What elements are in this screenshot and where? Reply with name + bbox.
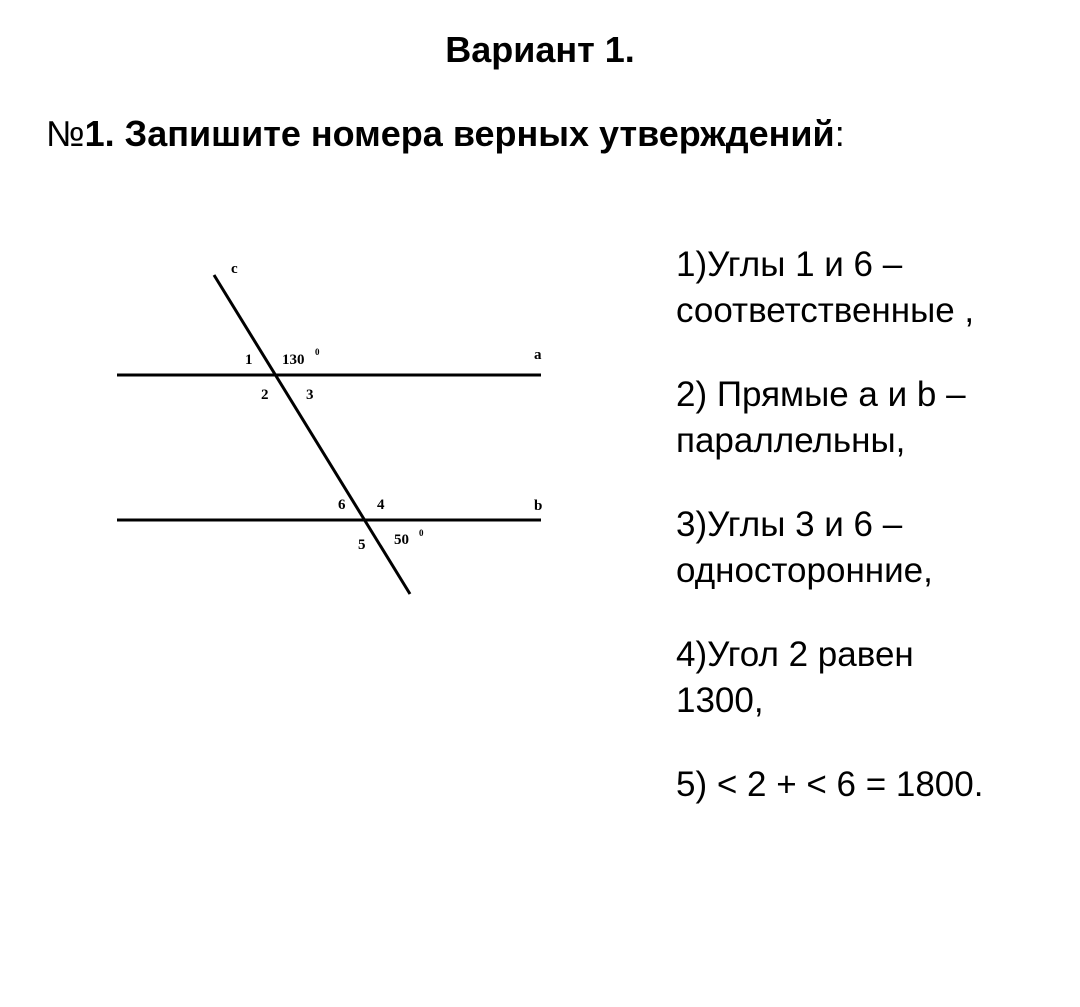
statement-line: соответственные , — [676, 291, 975, 330]
variant-title: Вариант 1. — [445, 29, 635, 70]
statement-line: односторонние, — [676, 551, 933, 590]
angle-value-130: 130 — [282, 352, 305, 368]
degree-mark-bottom: 0 — [419, 528, 424, 538]
angle-label-1: 1 — [245, 352, 253, 368]
statement-1 — [676, 242, 1076, 334]
statement-4 — [676, 632, 1076, 724]
degree-mark-top: 0 — [315, 347, 320, 357]
number-sign: № — [46, 113, 85, 154]
statement-line: параллельны, — [676, 421, 906, 460]
task-colon: : — [834, 113, 845, 154]
label-c: c — [231, 261, 238, 277]
statement-2 — [676, 372, 1076, 464]
statement-5 — [676, 762, 1076, 808]
angle-label-4: 4 — [377, 497, 385, 513]
angle-value-50: 50 — [394, 532, 409, 548]
label-a: a — [534, 347, 542, 363]
transversal-c — [214, 275, 410, 594]
statement-line: 1)Углы 1 и 6 – — [676, 245, 903, 284]
angle-label-6: 6 — [338, 497, 346, 513]
task-title: 1. Запишите номера верных утверждений — [84, 113, 835, 154]
statement-line: 4)Угол 2 равен — [676, 635, 914, 674]
statement-line: 2) Прямые a и b – — [676, 375, 966, 414]
statement-3 — [676, 502, 1076, 594]
statements-list — [676, 242, 1076, 846]
label-b: b — [534, 498, 543, 514]
angle-label-3: 3 — [306, 387, 314, 403]
statement-line: 1300, — [676, 681, 764, 720]
geometry-figure — [0, 0, 600, 620]
statement-line: 5) < 2 + < 6 = 1800. — [676, 765, 984, 804]
statement-line: 3)Углы 3 и 6 – — [676, 505, 903, 544]
angle-label-2: 2 — [261, 387, 269, 403]
angle-label-5: 5 — [358, 537, 366, 553]
